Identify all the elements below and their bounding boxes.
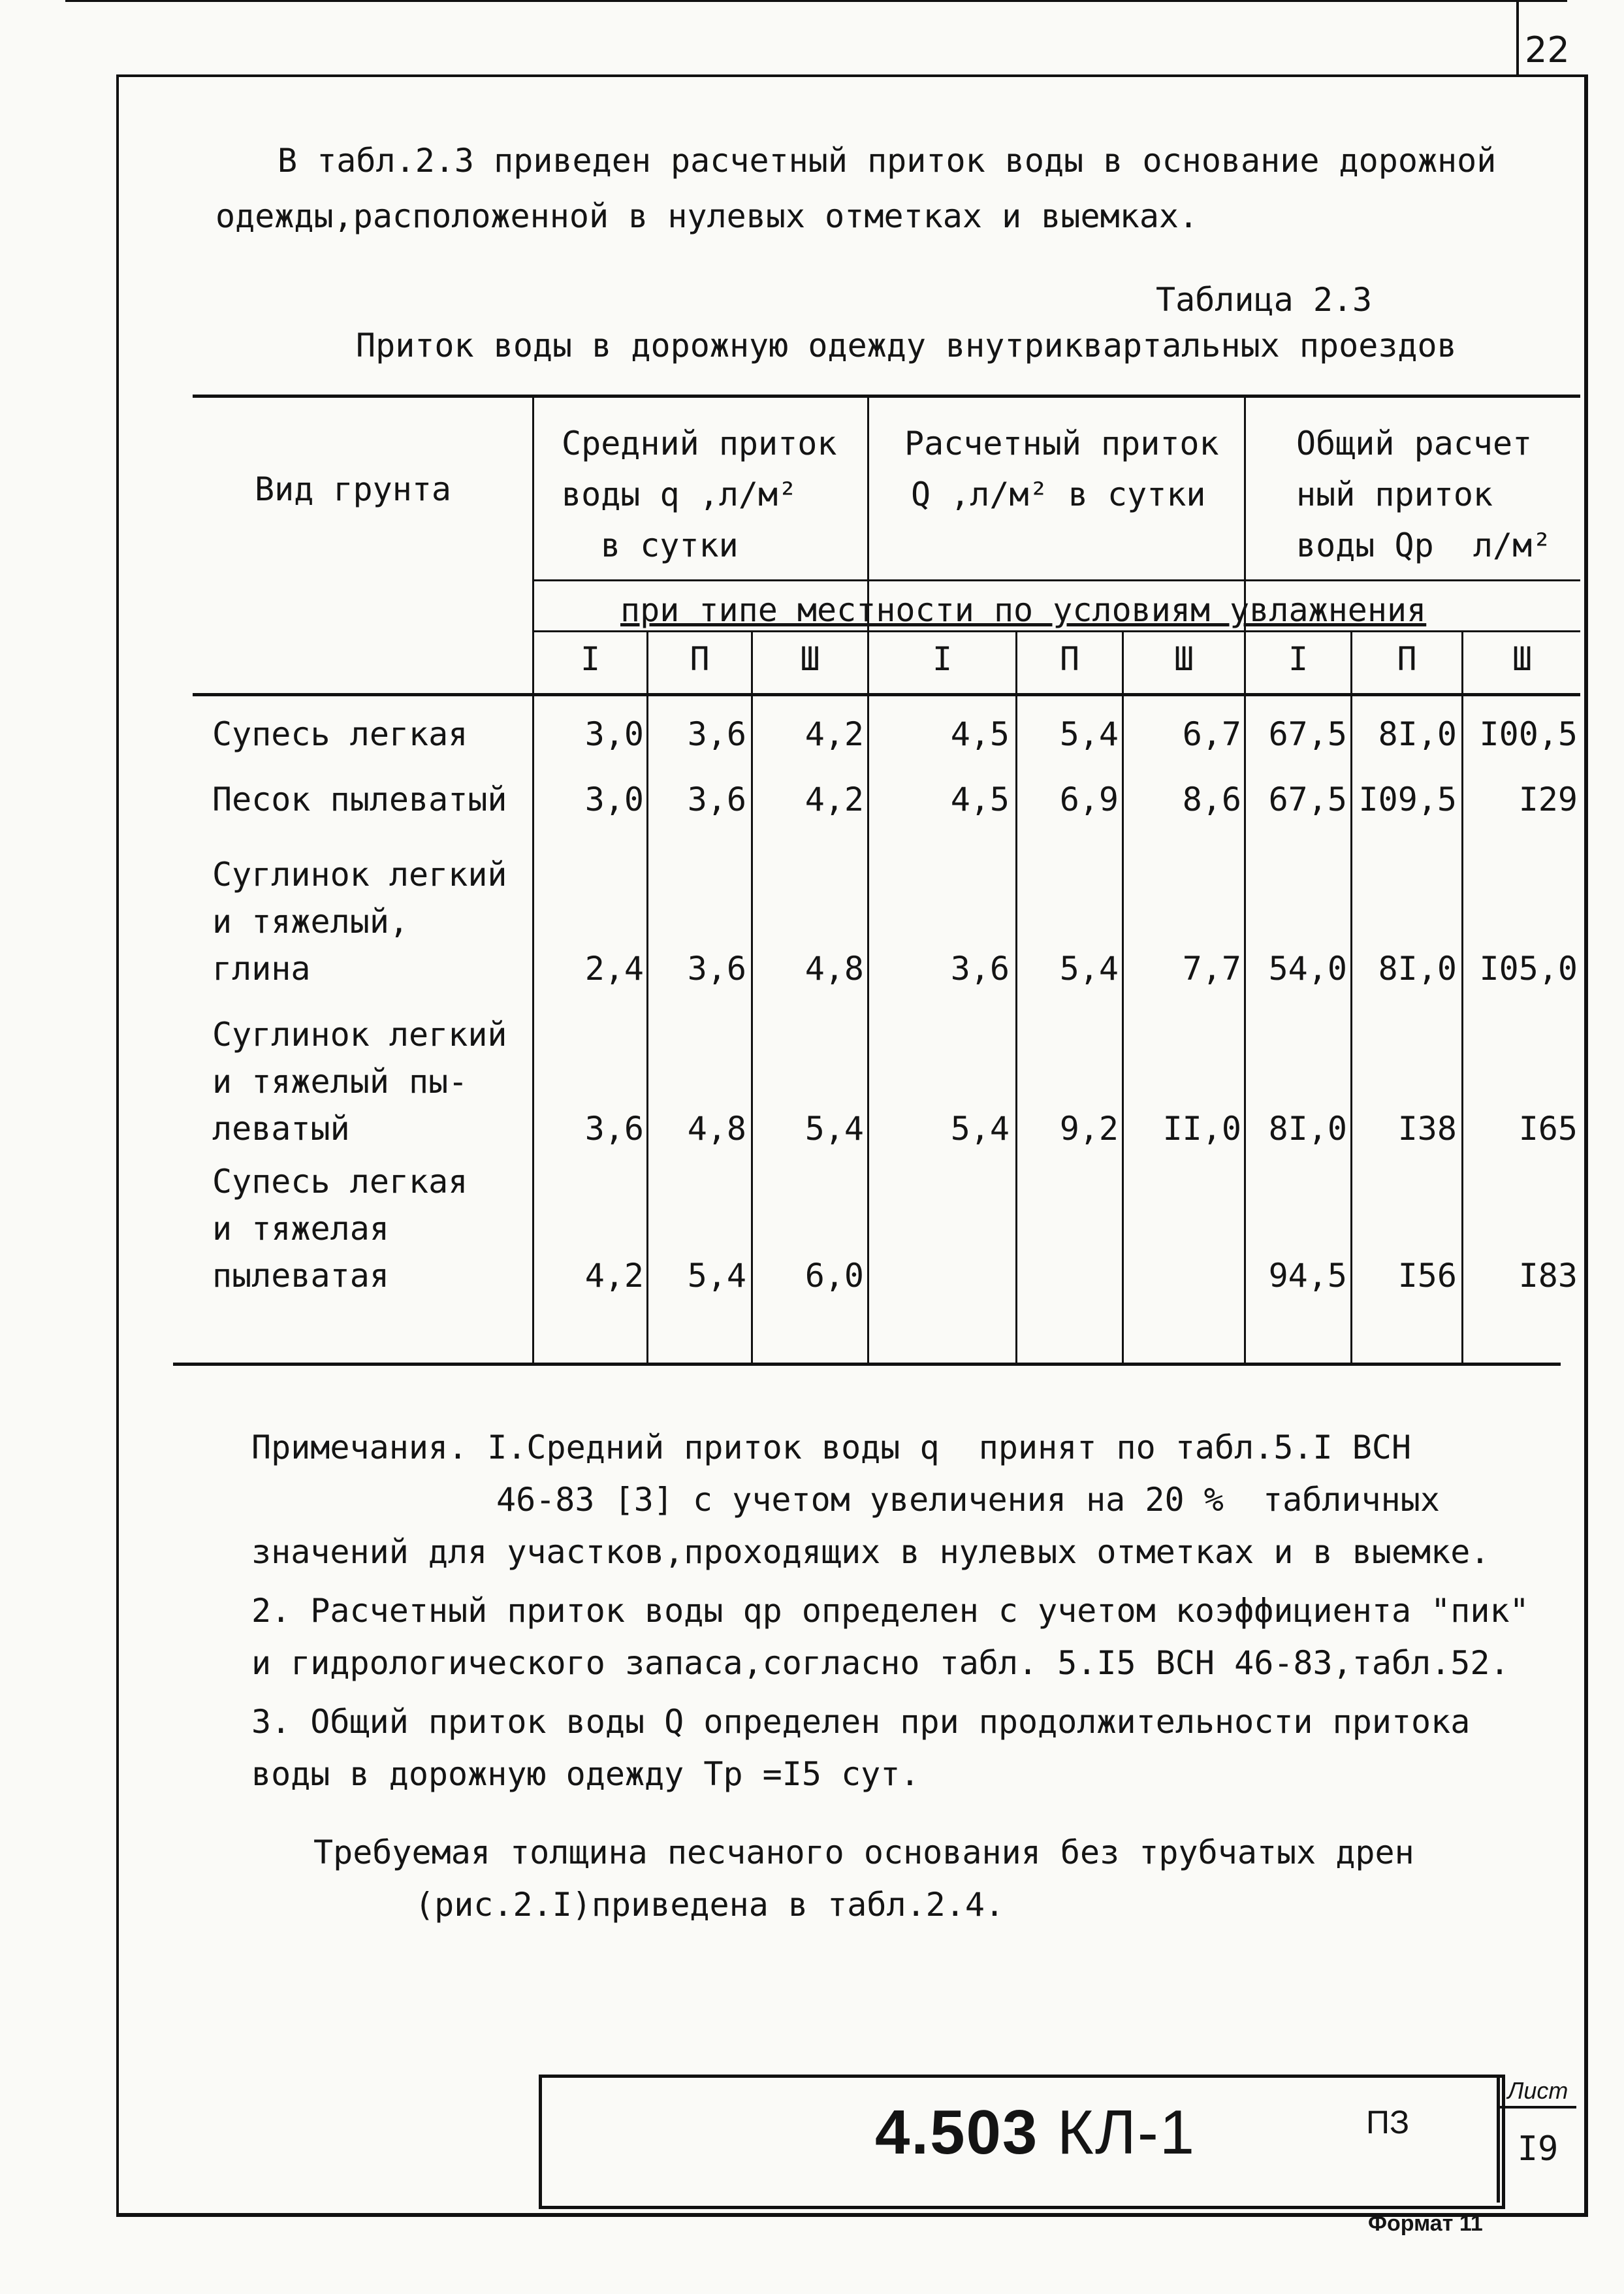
soil-name: Супесь легкая <box>212 1163 468 1201</box>
document-code-series: КЛ-1 <box>1057 2097 1196 2167</box>
table-cell: 3,6 <box>687 715 746 753</box>
table-cell: 8I,0 <box>1378 950 1457 988</box>
sheet-number: I9 <box>1517 2129 1559 2169</box>
soil-name: и тяжелый пы- <box>212 1063 468 1101</box>
table-cell: 6,0 <box>804 1257 864 1295</box>
sheet-label: Лист <box>1499 2077 1576 2108</box>
closing-line-2: (рис.2.I)приведена в табл.2.4. <box>415 1886 1005 1924</box>
format-label: Формат 11 <box>1368 2211 1483 2236</box>
table-cell: 2,4 <box>584 950 644 988</box>
table-cell: 4,8 <box>804 950 864 988</box>
table-top-rule <box>193 395 1580 398</box>
type-label: Ш <box>1512 640 1533 678</box>
corner-box-left <box>1516 0 1519 77</box>
soil-name: Песок пылеватый <box>212 781 507 818</box>
col-rule-group-2 <box>1244 395 1246 1363</box>
table-cell: 4,2 <box>804 715 864 753</box>
table-cell: 5,4 <box>687 1257 746 1295</box>
table-cell: 4,8 <box>687 1110 746 1148</box>
top-rule <box>65 0 1567 2</box>
soil-name: и тяжелая <box>212 1210 389 1248</box>
header-total-3: воды Qр л/м² <box>1296 526 1552 564</box>
type-label: П <box>1059 640 1080 678</box>
document-code <box>875 2097 1196 2169</box>
note-2-line-1: 2. Расчетный приток воды qр определен с учетом коэффициента "пик" <box>251 1592 1529 1630</box>
table-cell: 7,7 <box>1182 950 1241 988</box>
type-label: I <box>1288 640 1309 678</box>
section-mark: ПЗ <box>1366 2104 1410 2141</box>
intro-line-2: одежды,расположенной в нулевых отметках и выемках. <box>215 197 1199 235</box>
table-cell: 6,9 <box>1059 781 1119 818</box>
header-avg-1: Средний приток <box>562 425 837 462</box>
col-rule-group-1 <box>867 395 869 1363</box>
table-cell: 3,6 <box>687 950 746 988</box>
soil-name: глина <box>212 950 311 988</box>
soil-name: леватый <box>212 1110 350 1148</box>
soil-name: Суглинок легкий <box>212 856 507 894</box>
type-label: П <box>1397 640 1417 678</box>
table-cell: I09,5 <box>1358 781 1457 818</box>
header-terrain: при типе местности по условиям увлажнения <box>620 591 1427 629</box>
table-cell: I38 <box>1397 1110 1457 1148</box>
table-cell: I56 <box>1397 1257 1457 1295</box>
page-number: 22 <box>1525 29 1570 71</box>
note-1-line-3: значений для участков,проходящих в нулевых отметках и в выемке. <box>251 1533 1490 1571</box>
table-cell: I83 <box>1518 1257 1578 1295</box>
type-label: Ш <box>800 640 820 678</box>
table-cell: 8I,0 <box>1378 715 1457 753</box>
type-label: I <box>580 640 601 678</box>
header-total-1: Общий расчет <box>1296 425 1533 462</box>
table-cell: 3,6 <box>687 781 746 818</box>
type-label: I <box>932 640 953 678</box>
table-cell: 4,5 <box>950 715 1010 753</box>
table-cell: I29 <box>1518 781 1578 818</box>
table-bottom-rule <box>173 1363 1561 1366</box>
table-cell: 5,4 <box>804 1110 864 1148</box>
table-cell: 3,0 <box>584 781 644 818</box>
table-cell: 5,4 <box>1059 715 1119 753</box>
note-1-line-1: Примечания. I.Средний приток воды q принят по табл.5.I ВСН <box>251 1429 1412 1466</box>
header-avg-3: в сутки <box>601 526 739 564</box>
table-cell: 5,4 <box>950 1110 1010 1148</box>
note-2-line-2: и гидрологического запаса,согласно табл. 5.I5 ВСН 46-83,табл.52. <box>251 1644 1510 1682</box>
table-cell: 4,2 <box>584 1257 644 1295</box>
table-cell: 54,0 <box>1268 950 1347 988</box>
intro-line-1: В табл.2.3 приведен расчетный приток воды в основание дорожной <box>278 142 1497 180</box>
header-avg-2: воды q ,л/м² <box>562 476 798 513</box>
header-total-2: ный приток <box>1296 476 1493 513</box>
table-cell: 9,2 <box>1059 1110 1119 1148</box>
table-cell: 3,6 <box>950 950 1010 988</box>
table-cell: 94,5 <box>1268 1257 1347 1295</box>
header-calc-2: Q ,л/м² в сутки <box>911 476 1206 513</box>
type-label: Ш <box>1173 640 1194 678</box>
type-label: П <box>690 640 710 678</box>
document-code-number: 4.503 <box>875 2097 1039 2167</box>
soil-name: и тяжелый, <box>212 903 409 941</box>
table-cell: 6,7 <box>1182 715 1241 753</box>
table-cell: I65 <box>1518 1110 1578 1148</box>
note-3-line-2: воды в дорожную одежду Тр =I5 сут. <box>251 1755 920 1793</box>
table-cell: I05,0 <box>1479 950 1578 988</box>
table-title: Приток воды в дорожную одежду внутриквартальных проездов <box>356 327 1457 364</box>
table-cell: 3,0 <box>584 715 644 753</box>
soil-name: пылеватая <box>212 1257 389 1295</box>
table-cell: 67,5 <box>1268 715 1347 753</box>
table-cell: II,0 <box>1162 1110 1241 1148</box>
soil-name: Суглинок легкий <box>212 1016 507 1054</box>
table-cell: 5,4 <box>1059 950 1119 988</box>
header-bottom-rule <box>193 693 1580 696</box>
table-cell: 4,2 <box>804 781 864 818</box>
table-cell: 67,5 <box>1268 781 1347 818</box>
header-rule-2 <box>532 630 1580 632</box>
closing-line-1: Требуемая толщина песчаного основания без трубчатых дрен <box>313 1834 1414 1871</box>
col-rule-soil <box>532 395 534 1363</box>
table-cell: 8I,0 <box>1268 1110 1347 1148</box>
soil-name: Супесь легкая <box>212 715 468 753</box>
header-soil: Вид грунта <box>255 470 452 508</box>
header-calc-1: Расчетный приток <box>904 425 1219 462</box>
table-cell: 8,6 <box>1182 781 1241 818</box>
table-cell: 4,5 <box>950 781 1010 818</box>
note-1-line-2: 46-83 [3] с учетом увеличения на 20 % табличных <box>496 1481 1440 1519</box>
table-cell: 3,6 <box>584 1110 644 1148</box>
header-rule-1 <box>532 579 1580 581</box>
table-label: Таблица 2.3 <box>1156 281 1373 319</box>
table-cell: I00,5 <box>1479 715 1578 753</box>
note-3-line-1: 3. Общий приток воды Q определен при продолжительности притока <box>251 1703 1471 1741</box>
